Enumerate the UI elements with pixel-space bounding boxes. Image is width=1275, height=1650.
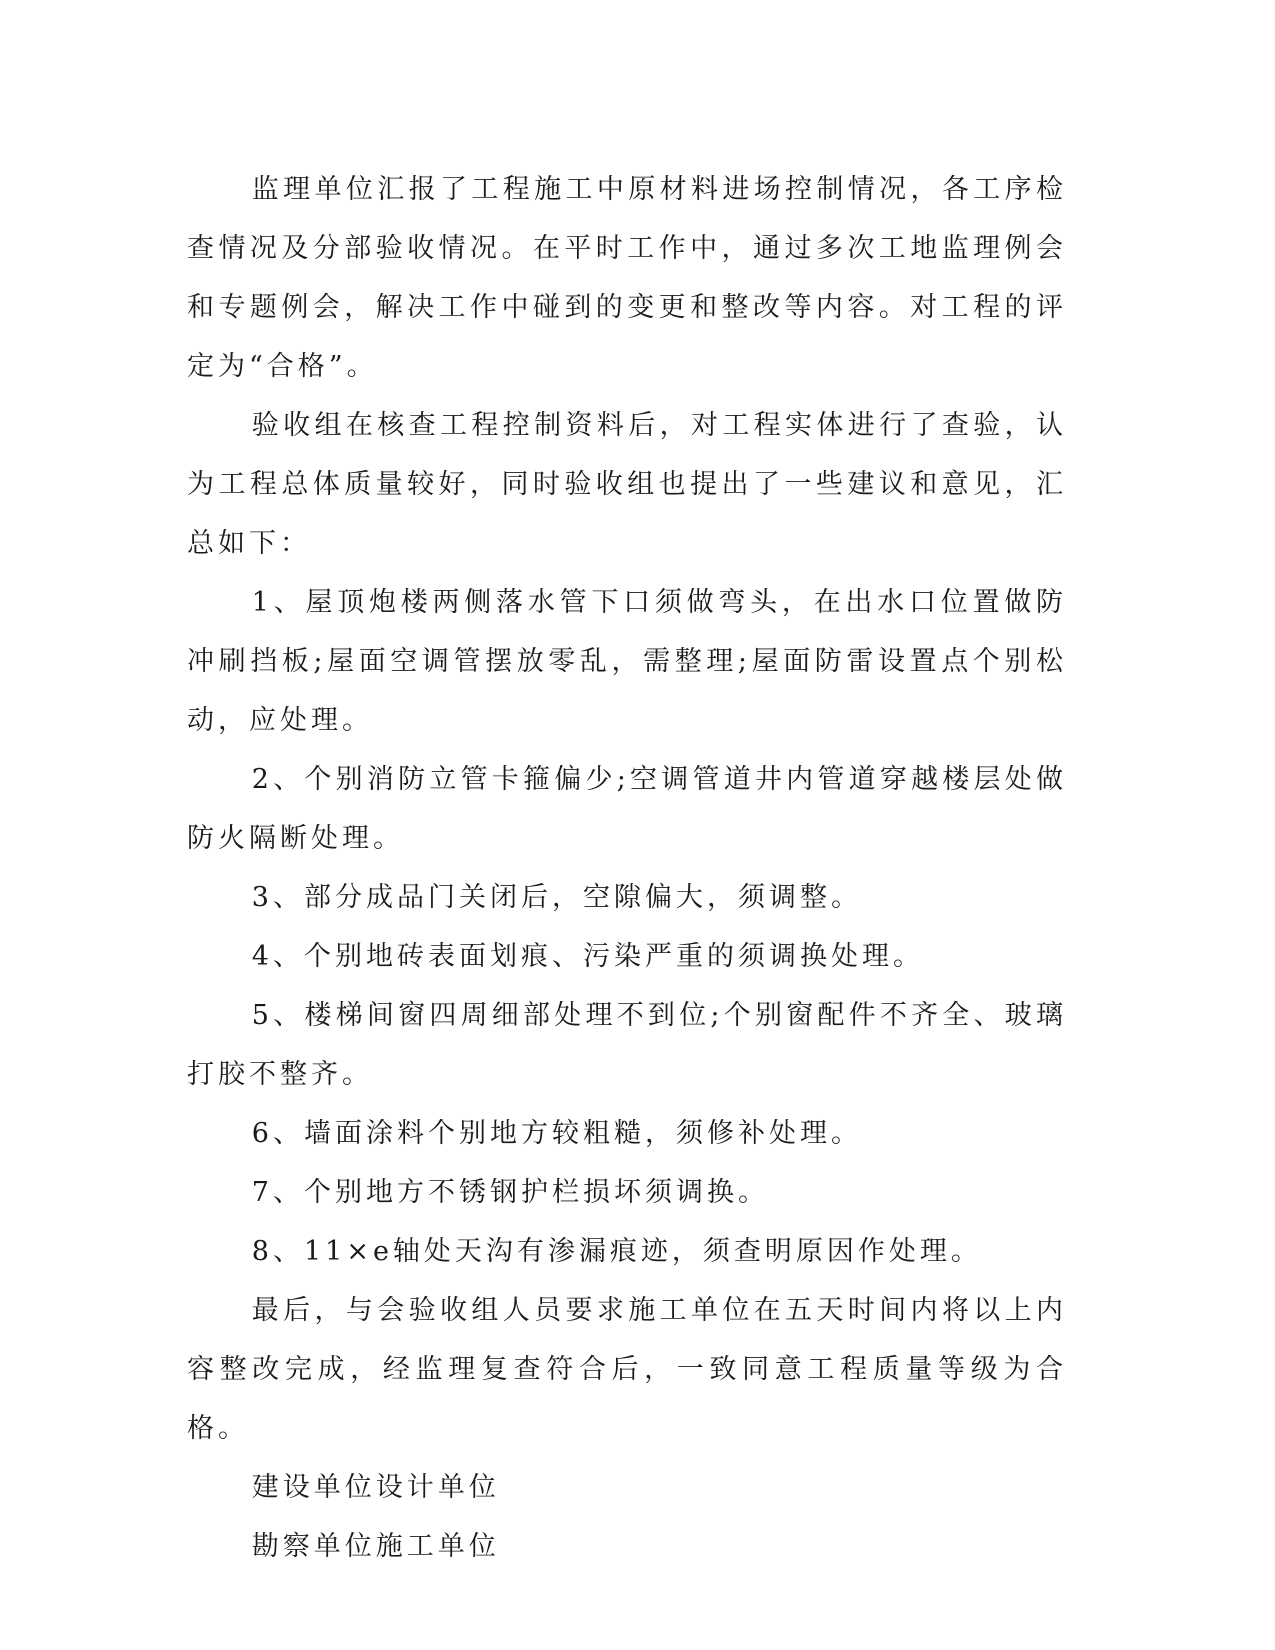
signature-line-survey-contractor: 勘察单位施工单位 (251, 1531, 500, 1562)
paragraph-acceptance-summary: 验收组在核查工程控制资料后，对工程实体进行了查验，认为工程总体质量较好，同时验收组也提出了一些建议和意见，汇总如下： (187, 410, 1067, 559)
list-item-1: 1、屋顶炮楼两侧落水管下口须做弯头，在出水口位置做防冲刷挡板;屋面空调管摆放零乱，需整理;屋面防雷设置点个别松动，应处理。 (187, 587, 1067, 736)
list-item-8: 8、11×e轴处天沟有渗漏痕迹，须查明原因作处理。 (251, 1236, 982, 1267)
paragraph-conclusion: 最后，与会验收组人员要求施工单位在五天时间内将以上内容整改完成，经监理复查符合后，一致同意工程质量等级为合格。 (187, 1295, 1067, 1444)
list-item-2: 2、个别消防立管卡箍偏少;空调管道井内管道穿越楼层处做防火隔断处理。 (187, 764, 1067, 854)
list-item-5: 5、楼梯间窗四周细部处理不到位;个别窗配件不齐全、玻璃打胶不整齐。 (187, 1000, 1067, 1090)
list-item-6: 6、墙面涂料个别地方较粗糙，须修补处理。 (251, 1118, 862, 1149)
list-item-4: 4、个别地砖表面划痕、污染严重的须调换处理。 (251, 941, 924, 972)
paragraph-supervision-report: 监理单位汇报了工程施工中原材料进场控制情况，各工序检查情况及分部验收情况。在平时工作中，通过多次工地监理例会和专题例会，解决工作中碰到的变更和整改等内容。对工程的评定为“合格”。 (187, 174, 1067, 382)
document-body (187, 160, 1067, 1576)
list-item-3: 3、部分成品门关闭后，空隙偏大，须调整。 (251, 882, 862, 913)
signature-line-construction-design: 建设单位设计单位 (251, 1472, 500, 1503)
list-item-7: 7、个别地方不锈钢护栏损坏须调换。 (251, 1177, 769, 1208)
